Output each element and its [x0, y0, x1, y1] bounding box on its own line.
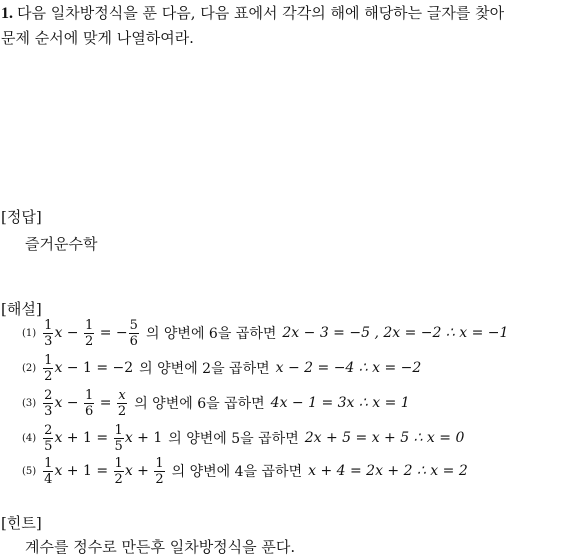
solution-number-2: (2) [22, 362, 37, 374]
solution-item-3: (3) $\frac{2}{3}$ x − $\frac{1}{6}$ = $\frac{x}{2}$ 의 양변에 6을 곱하면 4x − 1 = 3x ∴ x = 1 [22, 387, 410, 419]
question-number: 1. [1, 5, 13, 22]
fraction: $\frac{1}{2}$ [155, 455, 164, 487]
fraction: $\frac{5}{6}$ [129, 317, 138, 349]
answer-text: 즐거운수학 [25, 235, 98, 253]
solution-mult-text-3: 의 양변에 6을 곱하면 [134, 396, 265, 412]
solution-result-5: x + 4 = 2x + 2 ∴ x = 2 [308, 463, 468, 479]
fraction: $\frac{x}{2}$ [117, 387, 127, 419]
solution-number-3: (3) [22, 397, 37, 409]
solution-item-2: (2) $\frac{1}{2}$ x − 1 = −2 의 양변에 2을 곱하면 x − 2 = −4 ∴ x = −2 [22, 352, 422, 384]
fraction: $\frac{1}{6}$ [85, 387, 94, 419]
solution-mult-text-4: 의 양변에 5을 곱하면 [168, 431, 299, 447]
explanation-heading: [해설] [1, 300, 42, 318]
hint-text: 계수를 정수로 만든후 일차방정식을 푼다. [25, 538, 296, 556]
fraction: $\frac{1}{5}$ [114, 422, 123, 454]
solution-mult-text-1: 의 양변에 6을 곱하면 [145, 326, 277, 342]
question-text-1: 다음 일차방정식을 푼 다음, 다음 표에서 각각의 해에 해당하는 글자를 찾아 [17, 4, 505, 22]
hint-heading: [힌트] [1, 514, 42, 532]
solution-mult-text-5: 의 양변에 4을 곱하면 [171, 464, 303, 480]
solution-result-1: 2x − 3 = −5 , 2x = −2 ∴ x = −1 [282, 325, 509, 341]
fraction: $\frac{1}{2}$ [85, 317, 94, 349]
question-text-2: 문제 순서에 맞게 나열하여라. [1, 29, 194, 47]
solution-mult-text-2: 의 양변에 2을 곱하면 [139, 361, 270, 377]
solution-result-3: 4x − 1 = 3x ∴ x = 1 [270, 395, 410, 411]
solution-result-4: 2x + 5 = x + 5 ∴ x = 0 [304, 430, 465, 446]
solution-result-2: x − 2 = −4 ∴ x = −2 [275, 360, 422, 376]
solution-number-4: (4) [22, 432, 37, 444]
fraction: $\frac{1}{2}$ [44, 352, 53, 384]
solution-item-5: (5) $\frac{1}{4}$ x + 1 = $\frac{1}{2}$ x + $\frac{1}{2}$ 의 양변에 4을 곱하면 x + 4 = 2x + 2 ∴ x = 2 [22, 455, 468, 487]
question-line-1 [1, 1, 504, 26]
solution-item-4: (4) $\frac{2}{5}$ x + 1 = $\frac{1}{5}$ x + 1 의 양변에 5을 곱하면 2x + 5 = x + 5 ∴ x = 0 [22, 422, 465, 454]
solution-number-5: (5) [22, 465, 37, 477]
fraction: $\frac{1}{4}$ [44, 455, 53, 487]
answer-heading: [정답] [1, 208, 42, 226]
fraction: $\frac{1}{2}$ [114, 455, 123, 487]
solution-number-1: (1) [22, 327, 37, 339]
fraction: $\frac{2}{3}$ [44, 387, 53, 419]
fraction: $\frac{2}{5}$ [44, 422, 53, 454]
fraction: $\frac{1}{3}$ [44, 317, 53, 349]
solution-item-1: (1) $\frac{1}{3}$ x − $\frac{1}{2}$ = − $\frac{5}{6}$ 의 양변에 6을 곱하면 2x − 3 = −5 , 2x = −2 ∴ x = −1 [22, 317, 509, 349]
